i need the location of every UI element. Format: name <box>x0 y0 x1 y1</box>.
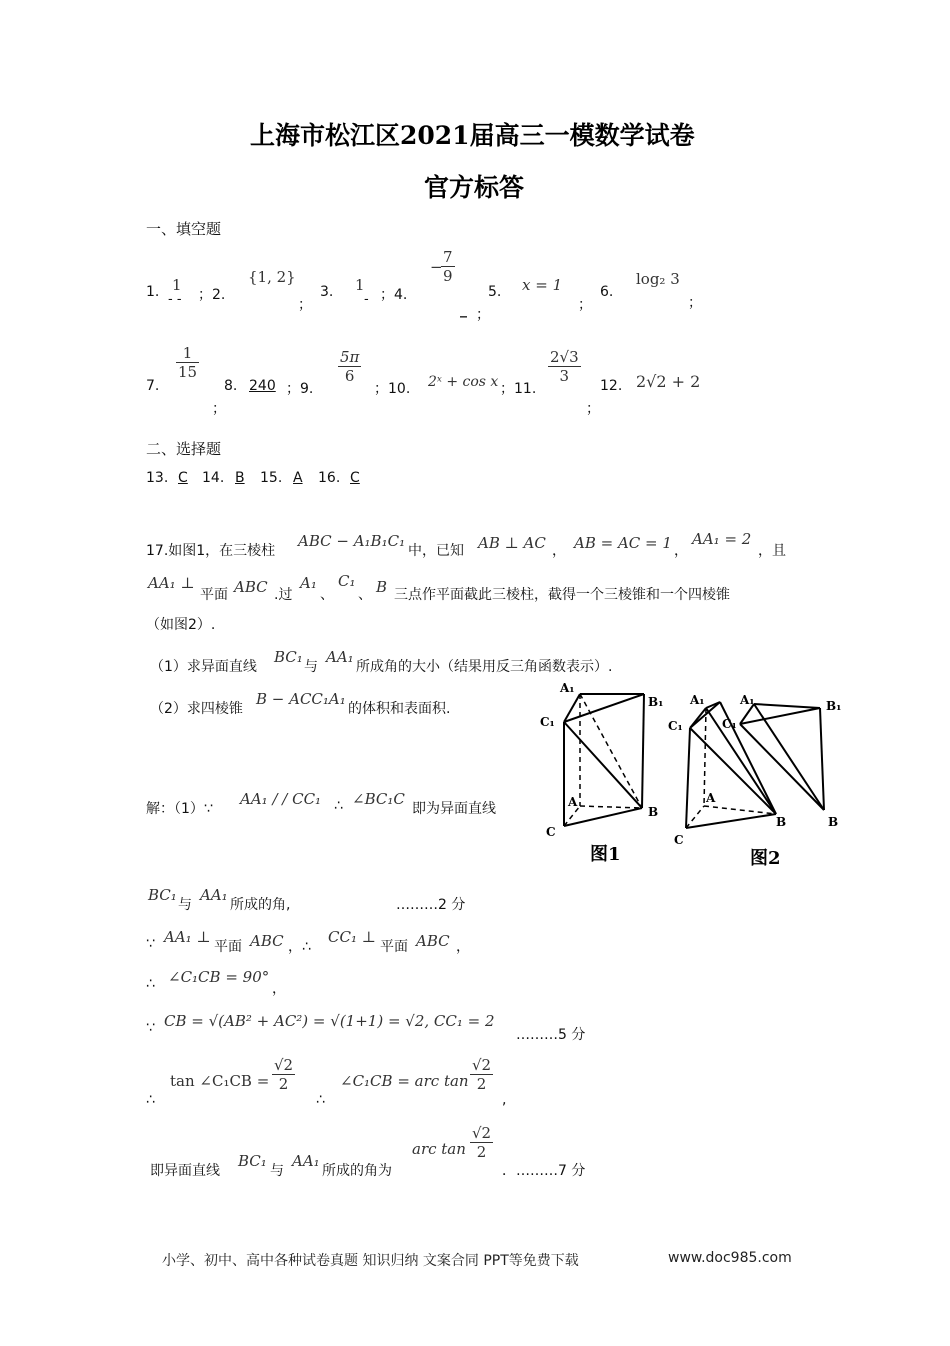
q8-answer: 240 <box>249 378 276 394</box>
q5-number: 5. <box>488 284 502 300</box>
q13-number: 13. <box>146 470 169 486</box>
q16-number: 16. <box>318 470 341 486</box>
score-7: ．………7 分 <box>502 1163 586 1179</box>
q6-number: 6. <box>600 284 614 300</box>
section-fill-in-heading: 一、填空题 <box>146 220 222 238</box>
q11-number: ；11. <box>500 381 537 397</box>
fig2-label-c: C <box>674 833 684 847</box>
fig2-caption: 图2 <box>750 848 781 869</box>
q5-answer: x = 1 <box>522 276 563 294</box>
q15-number: 15. <box>260 470 283 486</box>
q10-number: ；10. <box>374 381 411 397</box>
q3-number: 3. <box>320 284 334 300</box>
q14-number: 14. <box>202 470 225 486</box>
q13-answer: C <box>178 470 188 486</box>
fig2-label-a: A <box>706 791 716 805</box>
q3-answer: 1 <box>355 276 365 294</box>
prism-figures <box>530 680 870 880</box>
fig2-label-c1-left: C₁ <box>668 719 683 733</box>
fig1-label-b1: B₁ <box>648 695 664 709</box>
q12-answer: 2√2 + 2 <box>636 372 701 391</box>
fig2-label-a1-right: A₁ <box>740 693 755 707</box>
fig1-label-c1: C₁ <box>540 715 555 729</box>
fig2-label-a1-left: A₁ <box>690 693 705 707</box>
page-title: 上海市松江区2021届高三一模数学试卷 <box>250 121 695 150</box>
fig2-label-b-left: B <box>776 815 787 829</box>
q11-answer: $\frac{2√3}{3}$ <box>550 348 579 385</box>
q14-answer: B <box>235 470 245 486</box>
q9-answer: $\frac{5\pi}{6}$ <box>340 348 360 385</box>
page-subtitle: 官方标答 <box>424 173 525 202</box>
q12-number: 12. <box>600 378 623 394</box>
footer-link[interactable]: www.doc985.com <box>668 1250 792 1266</box>
q1-answer: 1 <box>172 276 182 294</box>
figure-2 <box>686 702 824 828</box>
q15-answer: A <box>293 470 303 486</box>
q4-number: ；4. <box>380 287 408 303</box>
score-2: ………2 分 <box>396 897 466 913</box>
footer-text: 小学、初中、高中各种试卷真题 知识归纳 文案合同 PPT等免费下载 <box>162 1253 579 1269</box>
fig2-label-c1-right: C₁ <box>722 717 737 731</box>
fig1-caption: 图1 <box>590 844 621 865</box>
q8-number: 8. <box>224 378 238 394</box>
q2-number: ；2. <box>198 287 226 303</box>
q7-number: 7. <box>146 378 160 394</box>
fig1-label-c: C <box>546 825 556 839</box>
fig1-label-a: A <box>568 795 578 809</box>
q16-answer: C <box>350 470 360 486</box>
q1-number: 1. <box>146 284 160 300</box>
section-choice-heading: 二、选择题 <box>146 440 222 458</box>
fig2-label-b-right: B <box>828 815 839 829</box>
fig1-label-a1: A₁ <box>560 681 575 695</box>
fig2-label-b1: B₁ <box>826 699 842 713</box>
fig1-label-b: B <box>648 805 659 819</box>
score-5: ………5 分 <box>516 1027 586 1043</box>
q2-answer: {1, 2} <box>248 268 296 286</box>
q10-answer: 2ˣ + cos x <box>428 374 499 390</box>
q4-answer: $\frac{7}{9}$ <box>443 248 453 285</box>
q6-answer: log₂ 3 <box>636 270 680 288</box>
q9-number: ；9. <box>286 381 314 397</box>
q7-answer: $\frac{1}{15}$ <box>178 344 198 381</box>
